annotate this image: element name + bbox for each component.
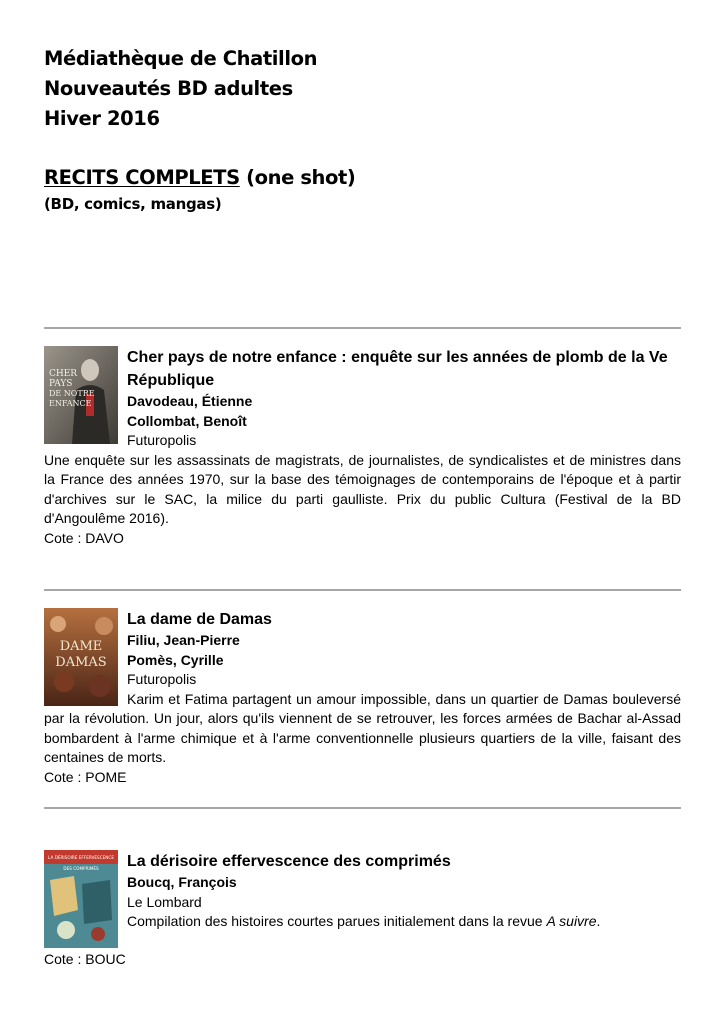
book-publisher: Futuropolis: [127, 432, 197, 448]
book-author: Davodeau, Étienne: [127, 393, 253, 409]
book-author: Collombat, Benoît: [127, 412, 247, 429]
description-text: Compilation des histoires courtes parues initialement dans la revue: [127, 913, 547, 929]
book-cote: Cote : BOUC: [44, 951, 126, 967]
book-description: Karim et Fatima partagent un amour impossible, dans un quartier de Damas bouleversé par la révolution. Un jour, alors qu'ils viennent de se retrouver, les forces armées de Bachar al-Assad bombardent à l'arme chimique et à l'arme conventionnelle plusieurs quartiers de la ville, faisant des centaines de morts.: [44, 690, 681, 765]
book-cote: Cote : POME: [44, 768, 127, 785]
magazine-title: A suivre: [546, 913, 597, 929]
cover-text: DES COMPRIMÉS: [63, 866, 99, 871]
book-publisher: Le Lombard: [127, 893, 202, 910]
divider: [44, 327, 681, 329]
book-author: Pomès, Cyrille: [127, 651, 224, 668]
book-publisher: Futuropolis: [127, 671, 197, 687]
cover-text: DE NOTRE: [49, 389, 95, 398]
book-title[interactable]: La dérisoire effervescence des comprimés: [127, 853, 451, 870]
divider: [44, 589, 681, 591]
book-title[interactable]: Cher pays de notre enfance : enquête sur les années de plomb de la Ve République: [127, 349, 668, 389]
list-item: [44, 850, 681, 970]
cover-text: DAMAS: [55, 655, 107, 670]
cover-text: CHER: [49, 369, 78, 379]
cover-text: LA DÉRISOIRE EFFERVESCENCE: [48, 855, 114, 860]
cover-text: DAME: [59, 639, 103, 654]
description-end: .: [596, 913, 601, 929]
book-cover-derisoire[interactable]: [44, 850, 118, 948]
section-subtitle: (BD, comics, mangas): [44, 195, 222, 213]
book-description: Une enquête sur les assassinats de magistrats, de journalistes, de syndicalistes et de ministres dans la France des années 1970, sur la base des témoignages de contemporains de l'époque et à partir d'archives sur le SAC, la milice du parti gaulliste. Prix du public Cultura (Festival de la BD d'Angoulême 2016).: [44, 451, 681, 526]
book-cover-dame-damas[interactable]: [44, 608, 118, 706]
divider: [44, 807, 681, 809]
list-item: [44, 608, 681, 787]
section-title-rest: (one shot): [239, 166, 356, 189]
book-cover-cher-pays[interactable]: [44, 346, 118, 444]
library-name: Médiathèque de Chatillon: [44, 47, 318, 70]
book-description: [44, 912, 681, 932]
section-title: [44, 163, 355, 193]
section-title-underlined: RECITS COMPLETS: [44, 166, 240, 189]
book-title[interactable]: La dame de Damas: [127, 611, 272, 628]
season-title: Hiver 2016: [44, 107, 160, 130]
list-item: [44, 346, 681, 548]
cover-text: PAYS: [49, 379, 73, 389]
list-title: Nouveautés BD adultes: [44, 77, 293, 100]
page-header: [44, 44, 684, 134]
cover-text: ENFANCE: [49, 399, 92, 408]
book-cote: Cote : DAVO: [44, 529, 124, 546]
book-author: Boucq, François: [127, 874, 237, 890]
book-author: Filiu, Jean-Pierre: [127, 632, 240, 648]
